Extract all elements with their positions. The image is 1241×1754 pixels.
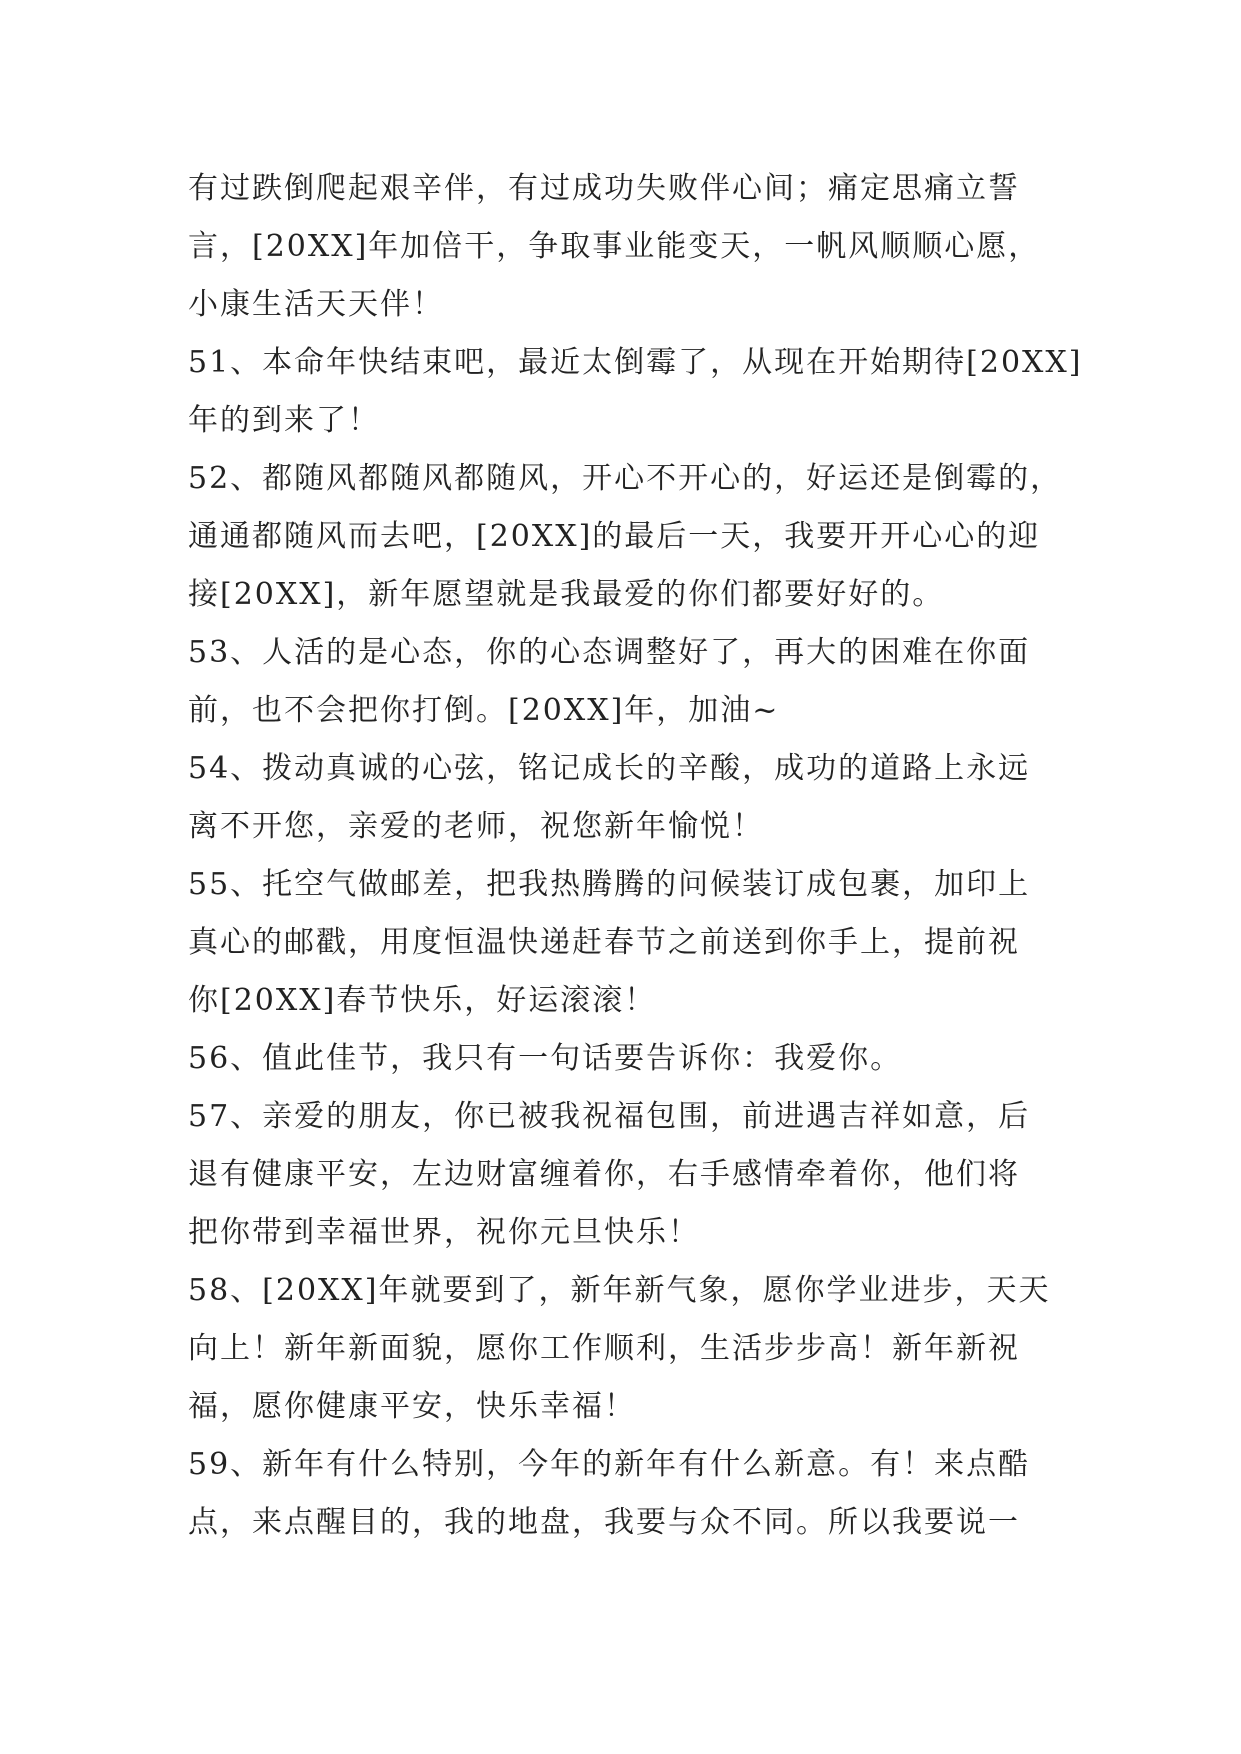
text-line: 年的到来了！ xyxy=(188,403,380,438)
text-line: 前，也不会把你打倒。[20XX]年，加油~ xyxy=(188,693,780,728)
text-line: 55、托空气做邮差，把我热腾腾的问候装订成包裹，加印上 xyxy=(188,867,1031,902)
text-line: 点，来点醒目的，我的地盘，我要与众不同。所以我要说一 xyxy=(188,1505,1020,1540)
text-line: 真心的邮戳，用度恒温快递赶春节之前送到你手上，提前祝 xyxy=(188,925,1020,960)
text-line: 接[20XX]，新年愿望就是我最爱的你们都要好好的。 xyxy=(188,577,945,612)
text-line: 把你带到幸福世界，祝你元旦快乐！ xyxy=(188,1215,700,1250)
text-line: 54、拨动真诚的心弦，铭记成长的辛酸，成功的道路上永远 xyxy=(188,751,1031,786)
text-line: 福，愿你健康平安，快乐幸福！ xyxy=(188,1389,636,1424)
text-line: 53、人活的是心态，你的心态调整好了，再大的困难在你面 xyxy=(188,635,1031,670)
text-line: 有过跌倒爬起艰辛伴，有过成功失败伴心间；痛定思痛立誓 xyxy=(188,171,1020,206)
text-line: 你[20XX]春节快乐，好运滚滚！ xyxy=(188,983,657,1018)
text-line: 51、本命年快结束吧，最近太倒霉了，从现在开始期待[20XX] xyxy=(188,345,1083,380)
text-line: 通通都随风而去吧，[20XX]的最后一天，我要开开心心的迎 xyxy=(188,519,1041,554)
text-line: 58、[20XX]年就要到了，新年新气象，愿你学业进步，天天 xyxy=(188,1273,1051,1308)
text-line: 57、亲爱的朋友，你已被我祝福包围，前进遇吉祥如意，后 xyxy=(188,1099,1031,1134)
text-line: 59、新年有什么特别，今年的新年有什么新意。有！来点酷 xyxy=(188,1447,1031,1482)
text-line: 56、值此佳节，我只有一句话要告诉你：我爱你。 xyxy=(188,1041,903,1076)
text-line: 离不开您，亲爱的老师，祝您新年愉悦！ xyxy=(188,809,764,844)
text-line: 52、都随风都随风都随风，开心不开心的，好运还是倒霉的， xyxy=(188,461,1063,496)
text-line: 言，[20XX]年加倍干，争取事业能变天，一帆风顺顺心愿， xyxy=(188,229,1041,264)
document-body xyxy=(188,160,1083,1552)
text-line: 退有健康平安，左边财富缠着你，右手感情牵着你，他们将 xyxy=(188,1157,1020,1192)
text-line: 小康生活天天伴！ xyxy=(188,287,444,322)
text-line: 向上！新年新面貌，愿你工作顺利，生活步步高！新年新祝 xyxy=(188,1331,1020,1366)
